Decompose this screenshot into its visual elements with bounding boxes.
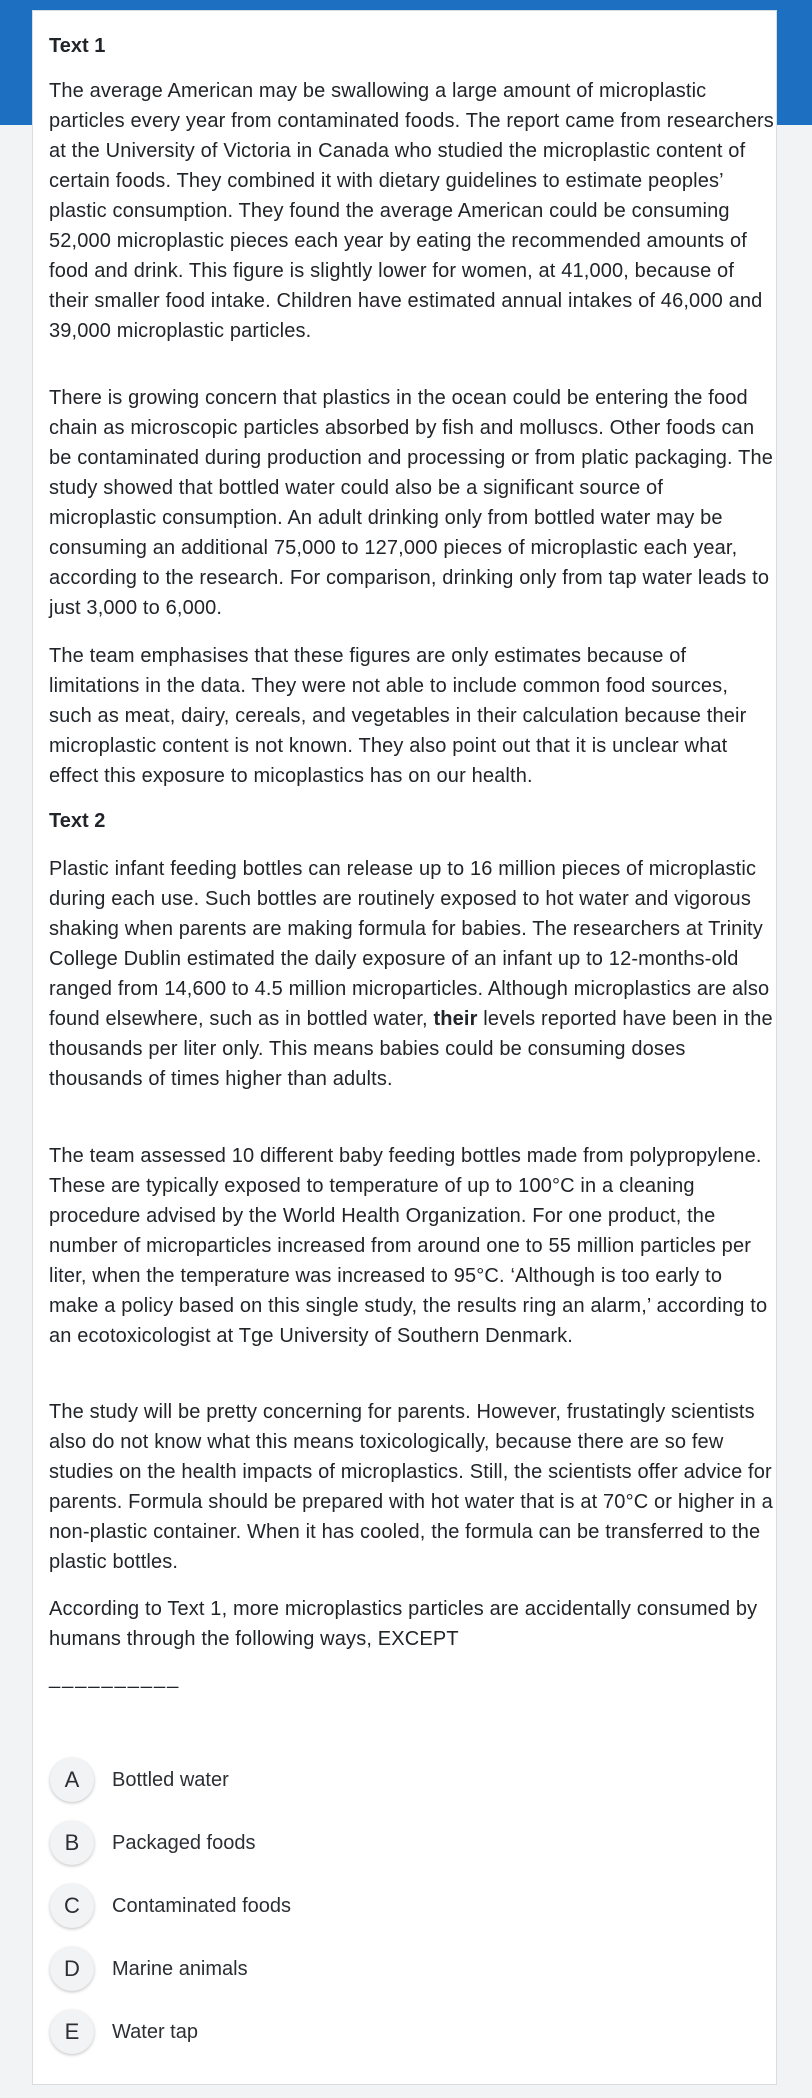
- option-c-text: Contaminated foods: [112, 1894, 292, 1917]
- option-e-letter[interactable]: E: [50, 2010, 94, 2054]
- text2-heading: Text 2: [49, 810, 106, 832]
- text2-paragraph-3: The study will be pretty concerning for parents. However, frustatingly scientists also do not know what this means toxicologically, because there are so few studies on the health impacts of microplastics. Still, the scientists offer advice for parents. Formula should be prepared with hot water that is at 70°C or higher in a non-plastic container. When it has cooled, the formula can be transferred to the plastic bottles.: [49, 1401, 773, 1573]
- option-a[interactable]: [50, 1756, 229, 1804]
- option-d-letter[interactable]: D: [50, 1947, 94, 1991]
- text1-paragraph-3: The team emphasises that these figures are only estimates because of limitations in the data. They were not able to include common food sources, such as meat, dairy, cereals, and vegetables in their calculation because their microplastic content is not known. They also point out that it is unclear what effect this exposure to micoplastics has on our health.: [49, 645, 747, 787]
- option-b[interactable]: [50, 1819, 255, 1867]
- text1-paragraph-2: There is growing concern that plastics in the ocean could be entering the food chain as microscopic particles absorbed by fish and molluscs. Other foods can be contaminated during production and processing or from platic packaging. The study showed that bottled water could also be a significant source of microplastic consumption. An adult drinking only from bottled water may be consuming an additional 75,000 to 127,000 pieces of microplastic each year, according to the research. For comparison, drinking only from tap water leads to just 3,000 to 6,000.: [49, 387, 773, 619]
- option-c-letter[interactable]: C: [50, 1884, 94, 1928]
- question-card: [32, 10, 777, 2085]
- text2-paragraph-2: The team assessed 10 different baby feeding bottles made from polypropylene. These are typically exposed to temperature of up to 100°C in a cleaning procedure advised by the World Health Organization. For one product, the number of microparticles increased from around one to 55 million particles per liter, when the temperature was increased to 95°C. ‘Although is too early to make a policy based on this single study, the results ring an alarm,’ according to an ecotoxicologist at Tge University of Southern Denmark.: [49, 1145, 768, 1347]
- option-e[interactable]: [50, 2008, 198, 2056]
- option-d-text: Marine animals: [112, 1957, 248, 1980]
- option-b-text: Packaged foods: [112, 1831, 256, 1854]
- option-d[interactable]: [50, 1945, 248, 1993]
- question-text: According to Text 1, more microplastics particles are accidentally consumed by humans through the following ways, EXCEPT: [49, 1598, 758, 1650]
- option-c[interactable]: [50, 1882, 291, 1930]
- text1-heading: Text 1: [49, 35, 106, 57]
- option-a-letter[interactable]: A: [50, 1758, 94, 1802]
- option-a-text: Bottled water: [112, 1768, 229, 1791]
- text1-paragraph-1: The average American may be swallowing a large amount of microplastic particles every year from contaminated foods. The report came from researchers at the University of Victoria in Canada who studied the microplastic content of certain foods. They combined it with dietary guidelines to estimate peoples’ plastic consumption. They found the average American could be consuming 52,000 microplastic pieces each year by eating the recommended amounts of food and drink. This figure is slightly lower for women, at 41,000, because of their smaller food intake. Children have estimated annual intakes of 46,000 and 39,000 microplastic particles.: [49, 80, 774, 342]
- option-e-text: Water tap: [112, 2020, 198, 2043]
- option-b-letter[interactable]: B: [50, 1821, 94, 1865]
- text2-paragraph-1-part-b: levels reported have been in the thousands per liter only. This means babies could be consuming doses thousands of times higher than adults.: [49, 1008, 773, 1090]
- text2-paragraph-1-bold-word: their: [433, 1008, 478, 1030]
- answer-blank: __________: [49, 1667, 181, 1689]
- text2-paragraph-1-part-a: Plastic infant feeding bottles can release up to 16 million pieces of microplastic during each use. Such bottles are routinely exposed to hot water and vigorous shaking when parents are making formula for babies. The researchers at Trinity College Dublin estimated the daily exposure of an infant up to 12-months-old ranged from 14,600 to 4.5 million microparticles. Although microplastics are also found elsewhere, such as in bottled water,: [49, 858, 770, 1030]
- text2-paragraph-1: [49, 854, 776, 1094]
